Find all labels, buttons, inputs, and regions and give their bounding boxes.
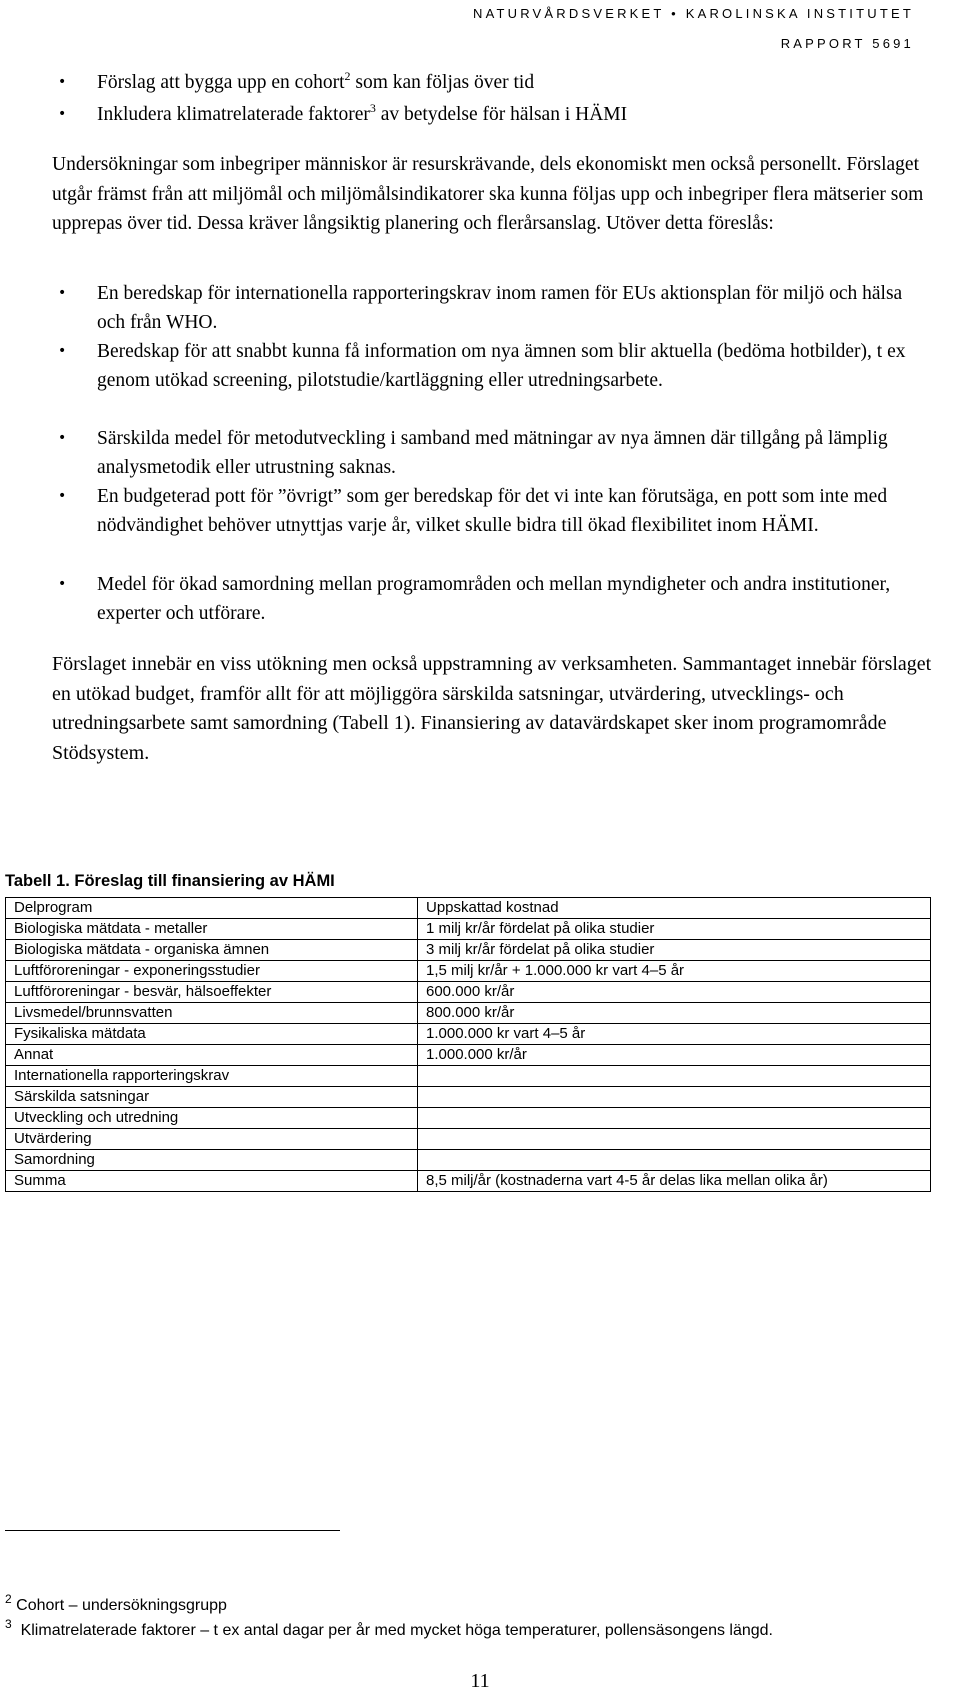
header-report-number: RAPPORT 5691 <box>780 36 914 51</box>
bullet-icon: • <box>58 430 67 446</box>
table-cell-program: Summa <box>6 1171 418 1192</box>
bullet-icon: • <box>58 285 67 301</box>
table-row <box>6 961 931 982</box>
table-cell-cost: 1,5 milj kr/år + 1.000.000 kr vart 4–5 år <box>418 961 931 982</box>
list-item: En budgeterad pott för ”övrigt” som ger beredskap för det vi inte kan förutsäga, en pott som inte med nödvändighet behöver utnyttjas varje år, vilket skulle bidra till ökad flexibilitet inom HÄMI. <box>97 486 888 536</box>
table-cell-program: Biologiska mätdata - metaller <box>6 919 418 940</box>
footnote-number: 2 <box>5 1592 12 1606</box>
table-cell-program: Internationella rapporteringskrav <box>6 1066 418 1087</box>
footnote-text: Klimatrelaterade faktorer – t ex antal dagar per år med mycket höga temperaturer, pollensäsongens längd. <box>20 1622 773 1639</box>
table-row <box>6 1024 931 1045</box>
footnote-divider <box>5 1530 340 1531</box>
table-cell-cost <box>418 1066 931 1087</box>
table-row <box>6 982 931 1003</box>
footnote-ref: 2 <box>344 69 351 83</box>
table-cell-cost <box>418 1150 931 1171</box>
table-cell-program: Fysikaliska mätdata <box>6 1024 418 1045</box>
table-cell-cost <box>418 1108 931 1129</box>
list-item: Förslag att bygga upp en cohort$^2$ som kan följas över tid <box>97 69 535 93</box>
footnote-ref: 3 <box>369 101 376 115</box>
table-cell-program: Utvärdering <box>6 1129 418 1150</box>
table-row <box>6 1066 931 1087</box>
paragraph-summary: Förslaget innebär en viss utökning men också uppstramning av verksamheten. Sammantaget innebär förslaget en utökad budget, framför allt för att möjliggöra särskilda satsningar, utvärdering, utvecklings- och utredningsarbete samt samordning (Tabell 1). Finansiering av datavärdskapet sker inom programområde Stödsystem. <box>52 653 932 764</box>
table-cell-cost: 3 milj kr/år fördelat på olika studier <box>418 940 931 961</box>
list-item: En beredskap för internationella rapporteringskrav inom ramen för EUs aktionsplan för miljö och hälsa och från WHO. <box>97 283 903 333</box>
table-header-row <box>6 898 931 919</box>
bullet-icon: • <box>58 576 67 592</box>
table-cell-cost: 600.000 kr/år <box>418 982 931 1003</box>
table-cell-cost: 1.000.000 kr vart 4–5 år <box>418 1024 931 1045</box>
financing-table <box>5 897 931 1192</box>
list-item: Inkludera klimatrelaterade faktorer$^3$ av betydelse för hälsan i HÄMI <box>97 101 628 125</box>
paragraph-resources: Undersökningar som inbegriper människor är resurskrävande, dels ekonomiskt men också personellt. Förslaget utgår främst från att miljömål och miljömålsindikatorer ska kunna följas upp och inbegriper flera mätserier som upprepas över tid. Dessa kräver långsiktig planering och flerårsanslag. Utöver detta föreslås: <box>52 154 924 234</box>
table-cell-cost <box>418 1129 931 1150</box>
table-cell-cost: 1 milj kr/år fördelat på olika studier <box>418 919 931 940</box>
table-cell-program: Livsmedel/brunnsvatten <box>6 1003 418 1024</box>
bullet-icon: • <box>58 343 67 359</box>
table-caption: Tabell 1. Föreslag till finansiering av HÄMI <box>5 872 335 890</box>
table-row <box>6 1087 931 1108</box>
table-cell-program: Luftföroreningar - besvär, hälsoeffekter <box>6 982 418 1003</box>
table-cell-cost: 1.000.000 kr/år <box>418 1045 931 1066</box>
table-cell-program: Samordning <box>6 1150 418 1171</box>
list-item: Särskilda medel för metodutveckling i samband med mätningar av nya ämnen där tillgång på lämplig analysmetodik eller utrustning saknas. <box>97 428 888 478</box>
bullet-icon: • <box>58 488 67 504</box>
table-cell-program: Biologiska mätdata - organiska ämnen <box>6 940 418 961</box>
table-cell-program: Delprogram <box>6 898 418 919</box>
footnote <box>5 1592 227 1615</box>
table-cell-program: Luftföroreningar - exponeringsstudier <box>6 961 418 982</box>
page-number: 11 <box>470 1670 490 1692</box>
footnote-number: 3 <box>5 1617 12 1631</box>
table-row <box>6 919 931 940</box>
table-cell-program: Utveckling och utredning <box>6 1108 418 1129</box>
table-row <box>6 1171 931 1192</box>
table-row <box>6 1108 931 1129</box>
table-cell-cost: 800.000 kr/år <box>418 1003 931 1024</box>
table-row <box>6 940 931 961</box>
table-cell-cost: Uppskattad kostnad <box>418 898 931 919</box>
list-item: Beredskap för att snabbt kunna få information om nya ämnen som blir aktuella (bedöma hotbilder), t ex genom utökad screening, pilotstudie/kartläggning eller utredningsarbete. <box>97 341 906 391</box>
table-row <box>6 1129 931 1150</box>
header-organizations: NATURVÅRDSVERKET • KAROLINSKA INSTITUTET <box>472 6 914 21</box>
table-cell-program: Särskilda satsningar <box>6 1087 418 1108</box>
footnote <box>5 1617 773 1640</box>
table-row <box>6 1045 931 1066</box>
bullet-icon: • <box>58 106 67 122</box>
table-cell-program: Annat <box>6 1045 418 1066</box>
table-cell-cost: 8,5 milj/år (kostnaderna vart 4-5 år delas lika mellan olika år) <box>418 1171 931 1192</box>
bullet-icon: • <box>58 74 67 90</box>
table-row <box>6 1003 931 1024</box>
footnote-text: Cohort – undersökningsgrupp <box>16 1597 227 1614</box>
table-row <box>6 1150 931 1171</box>
table-cell-cost <box>418 1087 931 1108</box>
list-item: Medel för ökad samordning mellan programområden och mellan myndigheter och andra institutioner, experter och utförare. <box>97 574 891 624</box>
